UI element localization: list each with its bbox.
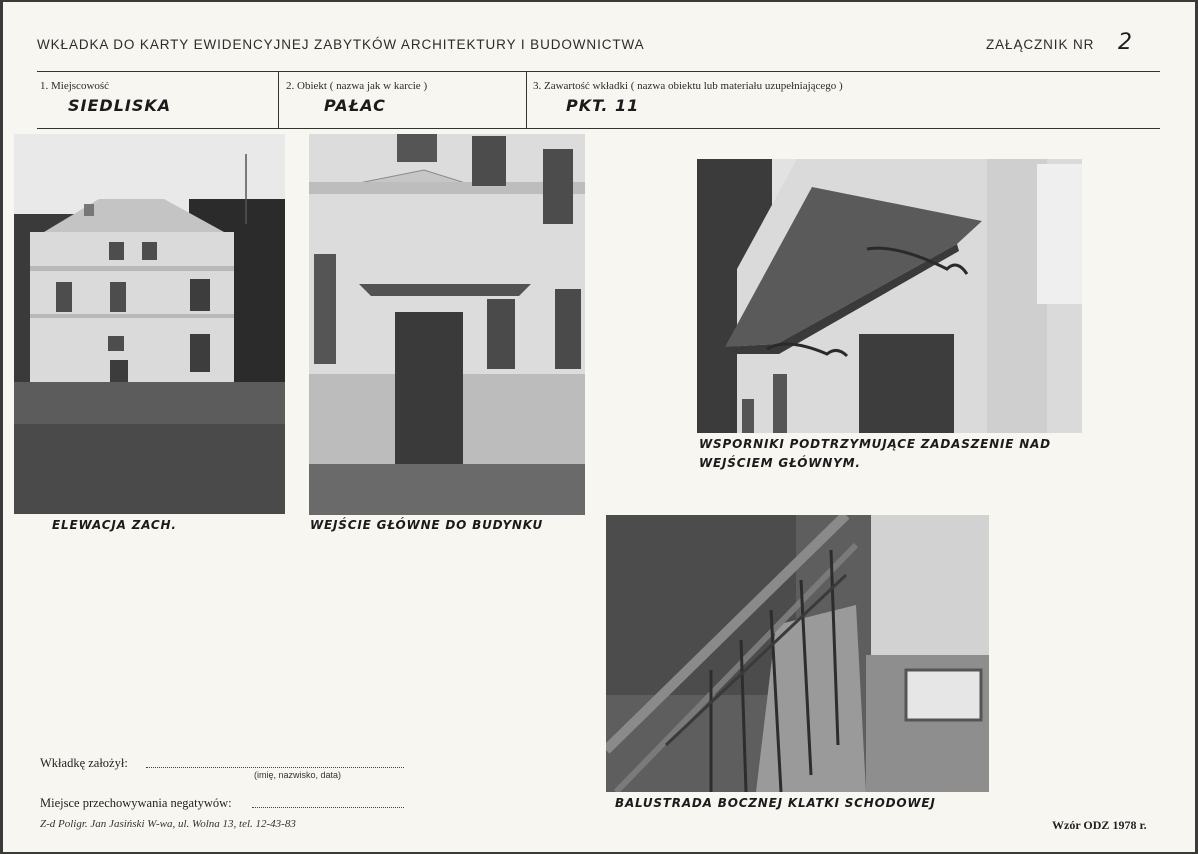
caption-canopy-brackets-line2: WEJŚCIEM GŁÓWNYM. [699, 456, 861, 470]
printer-imprint: Z-d Poligr. Jan Jasiński W-wa, ul. Wolna 13, tel. 12-43-83 [40, 818, 296, 830]
negatives-label: Miejsce przechowywania negatywów: [40, 796, 232, 810]
object-value: PAŁAC [324, 96, 386, 115]
locality-value: SIEDLISKA [68, 96, 172, 115]
founder-field[interactable] [146, 767, 404, 768]
photo-west-elevation [14, 134, 285, 514]
negatives-field[interactable] [252, 807, 404, 808]
header-rule-top [37, 71, 1160, 72]
caption-west-elevation: ELEWACJA ZACH. [52, 518, 177, 532]
sheet-title: WKŁADKA DO KARTY EWIDENCYJNEJ ZABYTKÓW ARCHITEKTURY I BUDOWNICTWA [37, 37, 645, 52]
attachment-number: 2 [1118, 30, 1132, 55]
attachment-label: ZAŁĄCZNIK NR [986, 37, 1095, 52]
content-value: PKT. 11 [566, 96, 640, 115]
locality-label: 1. Miejscowość [40, 80, 110, 92]
photo-canopy-brackets [697, 159, 1082, 433]
photo-staircase-balustrade [606, 515, 989, 792]
content-label: 3. Zawartość wkładki ( nazwa obiektu lub materiału uzupełniającego ) [533, 80, 843, 92]
template-code: Wzór ODZ 1978 r. [1052, 818, 1147, 832]
caption-staircase-balustrade: BALUSTRADA BOCZNEJ KLATKI SCHODOWEJ [615, 796, 936, 810]
field-divider-2 [526, 71, 527, 128]
founder-label: Wkładkę założył: [40, 756, 128, 770]
header-rule-bottom [37, 128, 1160, 129]
field-divider-1 [278, 71, 279, 128]
photo-main-entrance [309, 134, 585, 515]
caption-canopy-brackets-line1: WSPORNIKI PODTRZYMUJĄCE ZADASZENIE NAD [699, 437, 1051, 451]
caption-main-entrance: WEJŚCIE GŁÓWNE DO BUDYNKU [310, 518, 543, 532]
founder-hint: (imię, nazwisko, data) [254, 770, 342, 780]
object-label: 2. Obiekt ( nazwa jak w karcie ) [286, 80, 428, 92]
